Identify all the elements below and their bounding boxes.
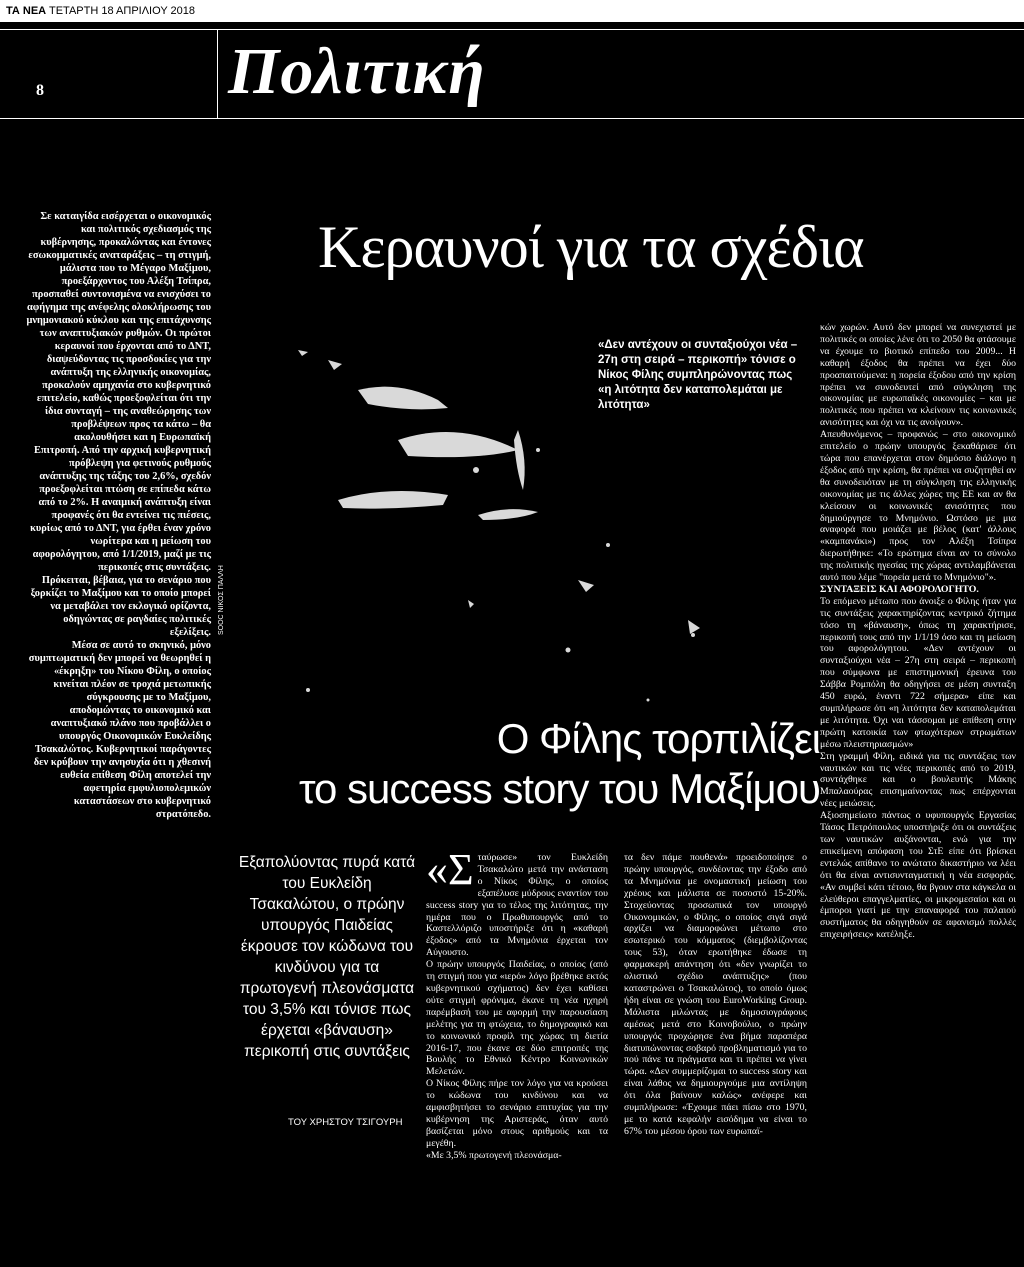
subhead-line-1: Ο Φίλης τορπιλίζει	[496, 715, 820, 762]
body-paragraph: κών χωρών. Αυτό δεν μπορεί να συνεχιστεί με πολιτικές οι οποίες λένε ότι το 2050 θα φτάσουμε να έχουμε το βιοτικό επίπεδο του 2009... Η καθαρή έξοδος θα πρέπει να έχει δύο προαπαιτούμενα: η πορεία έξοδου από την κρίση πρέπει να συνοδευτεί από σύγκληση της οικονομίας με ευρωπαϊκές οικονομίες – και με πολιτικές που πρέπει να κλείνουν τις κοινωνικές ανισότητες και όχι να τις ανοίγουν».	[820, 322, 1016, 429]
body-paragraph: Ο πρώην υπουργός Παιδείας, ο οποίος (από τη στιγμή που για «ιερό» λόγο βρέθηκε εκτός κυβερνητικού σχήματος) δεν έχει καθίσει ούτε στιγμή φρόνιμα, έκανε τη νέα ηχηρή παρέμβασή του με αφορμή την παρουσίαση μελέτης για τη φτώχεια, το δημογραφικό και το κοινωνικό προφίλ της χώρας τη διετία 2016-17, που έκανε σε δύο επιτροπές της Βουλής το Εθνικό Κέντρο Κοινωνικών Μελετών.	[426, 959, 608, 1078]
body-paragraph	[426, 845, 608, 959]
pull-quote: «Δεν αντέχουν οι συνταξιούχοι νέα – 27η στη σειρά – περικοπή» τόνισε ο Νίκος Φίλης συμπληρώνοντας πως «η λιτότητα δεν καταπολεμάται με λιτότητα»	[598, 339, 798, 411]
body-column-1	[426, 845, 608, 1162]
body-paragraph: τα δεν πάμε πουθενά» προειδοποίησε ο πρώην υπουργός, συνδέοντας την έξοδο από τα Μνημόνια με ονομαστική μείωση του χρέους και μάλιστα σε ποσοστό 15-20%. Στοχεύοντας προσωπικά τον υπουργό Οικονομικών, ο Φίλης, ο οποίος σιγά σιγά αρχίζει να διαμορφώνει μέτωπο στο εσωτερικό του κόμματος (διεμβολίζοντας τους 53), όταν ερωτήθηκε έδωσε τη φαρμακερή απάντηση ότι «δεν γνωρίζει το ολιστικό σχέδιο ανάπτυξης» (που καταστρώνει ο Τσακαλώτος), το οποίο όμως ήδη είναι σε γνώση του EuroWorking Group. Μάλιστα μιλώντας με δημοσιογράφους αμέσως μετά στο Κοινοβούλιο, ο πρώην υπουργός προχώρησε ένα βήμα παραπέρα διατυπώνοντας σοβαρό προβληματισμό για το πού πάνε τα πράγματα και τι πρέπει να γίνει τώρα. «Δεν συμμερίζομαι το success story και είναι λάθος να δημιουργούμε μια αντίληψη ότι όλα βαίνουν καλώς» ανέφερε και συμπλήρωσε: «Έχουμε πάει πίσω στο 1970, με το κατά κεφαλήν εισόδημα να είναι το 67% του μέσου όρου των ευρωπαϊ-	[624, 852, 807, 1137]
body-column-2	[624, 852, 807, 1138]
header-divider	[217, 30, 218, 118]
body-paragraph: Αξιοσημείωτο πάντως ο υφυπουργός Εργασίας Τάσος Πετρόπουλος υποστήριξε ότι οι συντάξεις των ναυτικών αυξάνονται, ενώ για την επικείμενη απόφαση του ΣτΕ είπε ότι βρίσκει εντελώς απίθανο το ανώτατο δικαστήριο να λέει ότι θα είναι αντισυνταγματική η νέα εισφοράς. «Αν συμβεί κάτι τέτοιο, θα βγουν στα κάγκελα οι ελεύθεροι επαγγελματίες, οι μικρομεσαίοι και οι έμποροι γιατί με την επαναφορά του παλαιού συστήματος θα οδηγηθούν σε αφανισμό πολλές επιχειρήσεις» κατέληξε.	[820, 810, 1016, 941]
issue-date: ΤΕΤΑΡΤΗ 18 ΑΠΡΙΛΙΟΥ 2018	[49, 5, 195, 17]
newspaper-brand: ΤΑ ΝΕΑ	[6, 5, 47, 17]
standfirst: Εξαπολύοντας πυρά κατά του Ευκλείδη Τσακαλώτου, ο πρώην υπουργός Παιδείας έκρουσε τον κώδωνα του κινδύνου για τα πρωτογενή πλεονάσματα του 3,5% και τόνισε πως έρχεται «βάναυση» περικοπή στις συντάξεις	[238, 854, 416, 1060]
lead-paragraph-2: Πρόκειται, βέβαια, για το σενάριο που ξορκίζει το Μαξίμου και το οποίο μπορεί να μεταβάλει τον εκλογικό ορίζοντα, οδηγώντας σε ραγδαίες πολιτικές εξελίξεις.	[30, 575, 211, 638]
body-paragraph: Στη γραμμή Φίλη, ειδικά για τις συντάξεις των ναυτικών και τις νέες περικοπές από το 2019, συντάχθηκε και ο βουλευτής Μάκης Μπαλαούρας επισημαίνοντας πως επέρχονται νέες μειώσεις.	[820, 750, 1016, 810]
lead-paragraph-3: Μέσα σε αυτό το σκηνικό, μόνο συμπτωματική δεν μπορεί να θεωρηθεί η «έκρηξη» του Νίκου Φίλη, ο οποίος κινείται πλέον σε τροχιά μετωπικής σύγκρουσης με το Μαξίμου, αποδομώντας το οικονομικό και αναπτυξιακό πλάνο που προβάλλει ο υπουργός Οικονομικών Ευκλείδης Τσακαλώτος. Κυβερνητικοί παράγοντες δεν κρύβουν την ανησυχία ότι η χθεσινή ευθεία επίθεση Φίλη αποτελεί την αφετηρία εμφυλιοπολεμικών καταστάσεων στο κυβερνητικό στρατόπεδο.	[28, 640, 211, 820]
article-subhead	[250, 714, 820, 814]
page-number: 8	[36, 82, 44, 99]
header-rule	[0, 29, 1024, 30]
lead-paragraph-1: Σε καταιγίδα εισέρχεται ο οικονομικός και πολιτικός σχεδιασμός της κυβέρνησης, προκαλώντας και έντονες εσωκομματικές αναταράξεις – τη στιγμή, μάλιστα που το Μέγαρο Μαξίμου, προεξάρχοντος του Αλέξη Τσίπρα, προσπαθεί συντονισμένα να ενισχύσει το αφήγημα της ανέφελης ολοκλήρωσης του μνημονιακού κύκλου και της επιτάχυνσης των αναπτυξιακών ρυθμών. Οι πρώτοι κεραυνοί που έρχονται από το ΔΝΤ, διαψεύδοντας τις προσδοκίες για την ανάπτυξη της ελληνικής οικονομίας, προκαλούν αμηχανία στο κυβερνητικό επιτελείο, καθώς προεξοφλείται ότι την ίδια συνταγή – της αναθεώρησης των προβλέψεων προς τα κάτω – θα ακολουθήσει και η Ευρωπαϊκή Επιτροπή. Από την αρχική κυβερνητική πρόβλεψη για φετινούς ρυθμούς ανάπτυξης της τάξης του 2,6%, σχεδόν προεξοφλείται πτώση σε επίπεδα κάτω από το 2%. Η αναιμική ανάπτυξη είναι προφανές ότι θα εντείνει τις πιέσεις, κυρίως από το ΔΝΤ, για έρθει έναν χρόνο νωρίτερα και η μείωση του αφορολόγητου, από 1/1/2019, μαζί με τις περικοπές στις συντάξεις.	[26, 211, 211, 573]
subhead-line-2: το success story του Μαξίμου	[298, 765, 820, 812]
main-headline: Κεραυνοί για τα σχέδια	[318, 214, 864, 280]
body-text: ταύρωσε» τον Ευκλείδη Τσακαλώτο μετά την ανάσταση ο Νίκος Φίλης, ο οποίος εξαπέλυσε μύδρους εναντίον του success story για το τέλος της λιτότητας, την ημέρα που ο Πρωθυπουργός από το Καστελλόριζο υποστήριξε ότι η «καθαρή έξοδος» από τα Μνημόνια έρχεται τον Αύγουστο.	[426, 852, 608, 959]
body-paragraph: «Με 3,5% πρωτογενή πλεονάσμα-	[426, 1149, 562, 1161]
section-rule	[0, 118, 1024, 119]
byline: ΤΟΥ ΧΡΗΣΤΟΥ ΤΣΙΓΟΥΡΗ	[288, 1117, 403, 1128]
lead-column	[26, 210, 211, 821]
body-paragraph: Απευθυνόμενος – προφανώς – στο οικονομικό επιτελείο ο πρώην υπουργός ξεκαθάρισε ότι τώρα που επανέρχεται στον δημόσιο διάλογο η έξοδος από την κρίση, θα πρέπει να συζητηθεί αν θα συνοδευόταν με τη σύγκληση της ελληνικής οικονομίας με τις άλλες χώρες της ΕΕ και αν θα κλείσουν οι κοινωνικές ανισότητες που δημιούργησε το Μνημόνιο. Ωστόσο με μια αναφορά που μοιάζει με βέλος (κατ' άλλους «καμπανάκι») προς τον Αλέξη Τσίπρα διερωτήθηκε: «Το ερώτημα είναι αν το σύνολο της πολιτικής ηγεσίας της χώρας αντιλαμβάνεται αυτό που λέμε "πορεία μετά το Μνημόνιο"».	[820, 429, 1016, 584]
drop-cap: «Σ	[426, 845, 474, 894]
column-subheading: ΣΥΝΤΑΞΕΙΣ ΚΑΙ ΑΦΟΡΟΛΟΓΗΤΟ.	[820, 583, 979, 595]
body-paragraph: Το επόμενο μέτωπο που άνοιξε ο Φίλης ήταν για τις συντάξεις χαρακτηρίζοντας κεντρικό ζήτημα τόσο τη «βάναυση», όπως τη χαρακτήρισε, περικοπή τους από την 1/1/19 όσο και τη μείωση του αφορολόγητου. «Δεν αντέχουν οι συνταξιούχοι νέα – 27η στη σειρά – περικοπή που σύμφωνα με επιστημονική έρευνα του Σάββα Ρομπόλη θα οδηγήσει σε μέση συνταξη 450 ευρώ, έναντι 722 σήμερα» είπε και συμπλήρωσε ότι «η λιτότητα δεν καταπολεμάται με λιτότητα. Όχι ναι τάσσομαι με επίθεση στην πρώτη κατοικία των φτωχότερων στρωμάτων μέσω πλειστηριασμών»	[820, 595, 1016, 750]
section-title: Πολιτική	[228, 35, 486, 108]
body-column-3	[820, 322, 1016, 941]
body-paragraph: Ο Νίκος Φίλης πήρε τον λόγο για να κρούσει το κώδωνα του κινδύνου και να αμφισβητήσει το σενάριο επιτυχίας για την κυβέρνηση της Αριστεράς, όταν αυτό βασίζεται μόνο στους αριθμούς και τα μεγέθη.	[426, 1078, 608, 1149]
top-bar	[0, 0, 1024, 22]
photo-credit: SOOC ΝΙΚΟΣ ΠΑΛΛΗ	[218, 565, 225, 635]
